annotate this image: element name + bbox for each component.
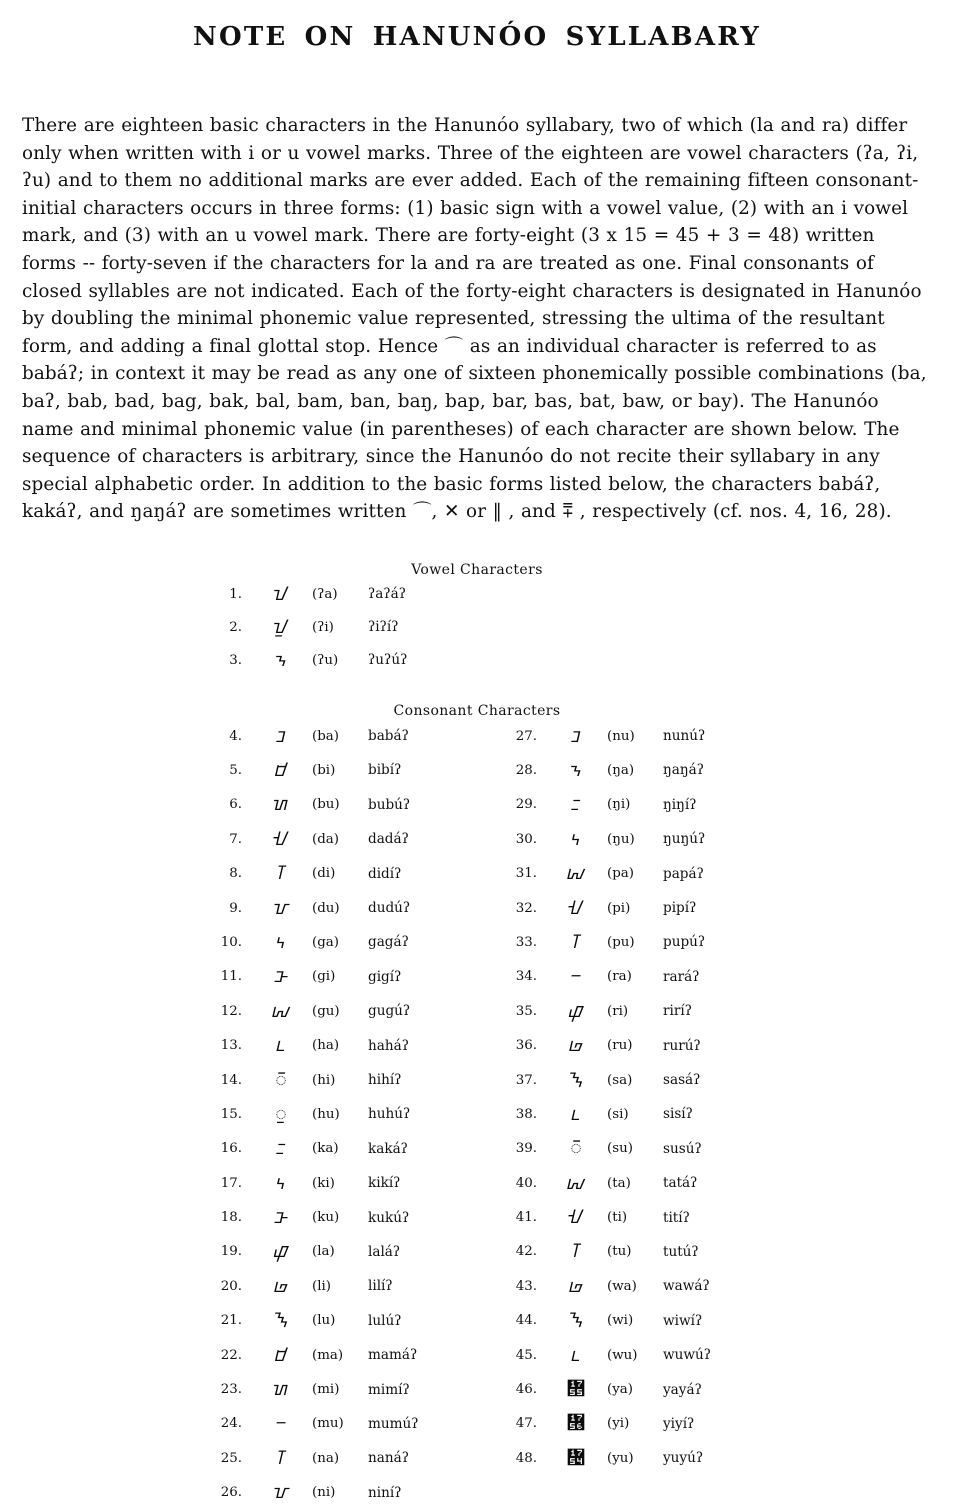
hanunoo-glyph: ᝄ	[275, 930, 287, 953]
hanunoo-glyph: ᝏ	[273, 1274, 289, 1297]
list-item	[501, 1235, 791, 1269]
item-number: 33.	[515, 934, 537, 950]
list-item	[501, 994, 791, 1028]
character-name: ʔuʔúʔ	[368, 652, 408, 669]
phoneme-value: (ŋi)	[607, 797, 631, 813]
phoneme-value: (li)	[312, 1278, 332, 1294]
item-number: 41.	[515, 1210, 537, 1226]
character-name: wuwúʔ	[663, 1347, 712, 1364]
list-item	[501, 719, 791, 753]
phoneme-value: (da)	[312, 831, 340, 847]
item-number: 37.	[515, 1072, 537, 1088]
character-name: yiyíʔ	[663, 1415, 695, 1432]
item-number: 21.	[220, 1313, 242, 1329]
list-item	[206, 1304, 496, 1338]
character-name: lulúʔ	[368, 1312, 402, 1329]
phoneme-value: (ʔu)	[312, 652, 339, 668]
hanunoo-glyph: ᝓ	[275, 1102, 287, 1125]
list-item	[501, 822, 791, 856]
character-name: mimíʔ	[368, 1381, 410, 1398]
hanunoo-glyph: ᝆ	[271, 999, 291, 1022]
list-item	[501, 960, 791, 994]
character-name: pupúʔ	[663, 934, 706, 951]
phoneme-value: (ti)	[607, 1210, 628, 1226]
list-item	[501, 1132, 791, 1166]
hanunoo-glyph: ᝎ	[272, 1240, 290, 1263]
character-name: dadáʔ	[368, 831, 409, 848]
hanunoo-glyph: ᝄ	[275, 1171, 287, 1194]
hanunoo-glyph: ᝑ	[570, 1343, 582, 1366]
character-name: ŋaŋáʔ	[663, 762, 705, 779]
list-item	[206, 1028, 496, 1062]
phoneme-value: (na)	[312, 1450, 340, 1466]
list-item	[206, 960, 496, 994]
hanunoo-glyph: ᝈ	[276, 1446, 286, 1469]
phoneme-value: (ya)	[607, 1382, 633, 1398]
item-number: 39.	[515, 1141, 537, 1157]
hanunoo-glyph: ᝉ	[273, 896, 289, 919]
item-number: 12.	[220, 1003, 242, 1019]
list-item	[501, 1372, 791, 1406]
consonant-characters-section	[0, 703, 954, 1510]
character-name: susúʔ	[663, 1140, 702, 1157]
intro-paragraph	[22, 112, 928, 526]
list-item	[501, 1338, 791, 1372]
item-number: 30.	[515, 831, 537, 847]
list-item	[501, 891, 791, 925]
item-number: 38.	[515, 1106, 537, 1122]
list-item	[501, 1097, 791, 1131]
phoneme-value: (ka)	[312, 1141, 339, 1157]
list-item	[501, 1407, 791, 1441]
item-number: 16.	[220, 1141, 242, 1157]
phoneme-value: (ri)	[607, 1003, 629, 1019]
phoneme-value: (du)	[312, 900, 340, 916]
list-item	[206, 753, 496, 787]
item-number: 10.	[220, 934, 242, 950]
phoneme-value: (sa)	[607, 1072, 633, 1088]
phoneme-value: (nu)	[607, 728, 635, 744]
phoneme-value: (ʔa)	[312, 586, 338, 602]
phoneme-value: (ma)	[312, 1347, 344, 1363]
intro-paragraph-text: There are eighteen basic characters in the Hanunóo syllabary, two of which (la and ra) differ only when written with i or u vowel marks. Three of the eighteen are vowel characters (ʔa, ʔi, ʔu) and to them no additional marks are ever added. Each of the remaining fifteen consonant-initial characters occurs in three forms: (1) basic sign with a vowel value, (2) with an i vowel mark, and (3) with an u vowel mark. There are forty-eight (3 x 15 = 45 + 3 = 48) written forms -- forty-seven if the characters for la and ra are treated as one. Final consonants of closed syllables are not indicated. Each of the forty-eight characters is designated in Hanunóo by doubling the minimal phonemic value represented, stressing the ultima of the resultant form, and adding a final glottal stop. Hence ⌒ as an individual character is referred to as babáʔ; in context it may be read as any one of sixteen phonemically possible combinations (ba, baʔ, bab, bad, bag, bak, bal, bam, ban, baŋ, bap, bar, bas, bat, baw, or bay). The Hanunóo name and minimal phonemic value (in parentheses) of each character are shown below. The sequence of characters is arbitrary, since the Hanunóo do not recite their syllabary in any special alphabetic order. In addition to the basic forms listed below, the characters babáʔ, kakáʔ, and ŋaŋáʔ are sometimes written ⌒, ✕ or ‖ , and ⩱ , respectively (cf. nos. 4, 16, 28).	[22, 115, 927, 523]
character-name: gagáʔ	[368, 934, 409, 951]
hanunoo-glyph: ᝕	[566, 1378, 586, 1401]
hanunoo-glyph: ᝅ	[273, 1206, 289, 1229]
hanunoo-glyph: ᝆ	[566, 862, 586, 885]
item-number: 17.	[220, 1175, 242, 1191]
phoneme-value: (gu)	[312, 1003, 340, 1019]
item-number: 7.	[229, 831, 242, 847]
item-number: 47.	[515, 1416, 537, 1432]
phoneme-value: (su)	[607, 1141, 633, 1157]
list-item	[206, 719, 496, 753]
character-name: huhúʔ	[368, 1106, 411, 1123]
list-item	[501, 1028, 791, 1062]
item-number: 40.	[515, 1175, 537, 1191]
hanunoo-glyph: ᝌ	[272, 1378, 290, 1401]
phoneme-value: (ŋa)	[607, 762, 635, 778]
character-name: pipíʔ	[663, 900, 697, 917]
hanunoo-glyph: ᝄ	[570, 827, 582, 850]
item-number: 14.	[220, 1072, 242, 1088]
hanunoo-glyph: ᝔	[566, 1446, 586, 1469]
hanunoo-glyph: ᝃ	[275, 1137, 287, 1160]
character-name: haháʔ	[368, 1037, 410, 1054]
character-name: titíʔ	[663, 1209, 690, 1226]
item-number: 31.	[515, 866, 537, 882]
vowel-characters-section	[0, 562, 954, 677]
list-item	[501, 788, 791, 822]
character-name: didíʔ	[368, 865, 402, 882]
character-name: mamáʔ	[368, 1347, 418, 1364]
list-item	[501, 925, 791, 959]
phoneme-value: (pi)	[607, 900, 631, 916]
list-item	[206, 1132, 496, 1166]
hanunoo-glyph: ᝈ	[571, 930, 581, 953]
phoneme-value: (ra)	[607, 969, 632, 985]
hanunoo-glyph: ᝇ	[273, 827, 289, 850]
list-item	[501, 1441, 791, 1475]
item-number: 22.	[220, 1347, 242, 1363]
list-item	[206, 788, 496, 822]
hanunoo-glyph: ᝊ	[275, 724, 287, 747]
character-name: dudúʔ	[368, 900, 411, 917]
phoneme-value: (di)	[312, 866, 336, 882]
document-page	[0, 22, 954, 1509]
list-item	[501, 753, 791, 787]
item-number: 9.	[229, 900, 242, 916]
item-number: 13.	[220, 1038, 242, 1054]
character-name: papáʔ	[663, 865, 704, 882]
phoneme-value: (lu)	[312, 1313, 336, 1329]
hanunoo-glyph: ᝐ	[273, 1309, 289, 1332]
character-name: babáʔ	[368, 728, 409, 745]
phoneme-value: (hu)	[312, 1106, 340, 1122]
phoneme-value: (ha)	[312, 1038, 340, 1054]
item-number: 34.	[515, 969, 537, 985]
character-name: bibíʔ	[368, 762, 402, 779]
phoneme-value: (ʔi)	[312, 619, 334, 635]
hanunoo-glyph: ᝑ	[570, 1102, 582, 1125]
list-item	[206, 1166, 496, 1200]
character-name: raráʔ	[663, 968, 700, 985]
list-item	[501, 1304, 791, 1338]
item-number: 8.	[229, 866, 242, 882]
list-item	[206, 856, 496, 890]
phoneme-value: (mu)	[312, 1416, 344, 1432]
item-number: 29.	[515, 797, 537, 813]
hanunoo-glyph: ᝊ	[570, 724, 582, 747]
item-number: 42.	[515, 1244, 537, 1260]
hanunoo-glyph: ᝐ	[568, 1068, 584, 1091]
hanunoo-glyph: ᝋ	[274, 758, 288, 781]
list-item	[206, 1269, 496, 1303]
item-number: 28.	[515, 762, 537, 778]
hanunoo-glyph: ᝏ	[568, 1274, 584, 1297]
phoneme-value: (bu)	[312, 797, 340, 813]
phoneme-value: (tu)	[607, 1244, 632, 1260]
phoneme-value: (yu)	[607, 1450, 634, 1466]
item-number: 23.	[220, 1382, 242, 1398]
phoneme-value: (ku)	[312, 1210, 340, 1226]
character-name: nunúʔ	[663, 728, 706, 745]
phoneme-value: (gi)	[312, 969, 336, 985]
phoneme-value: (hi)	[312, 1072, 336, 1088]
item-number: 46.	[515, 1382, 537, 1398]
character-name: niníʔ	[368, 1484, 402, 1501]
item-number: 25.	[220, 1450, 242, 1466]
hanunoo-glyph: ᝇ	[568, 1206, 584, 1229]
character-name: wiwíʔ	[663, 1312, 703, 1329]
phoneme-value: (ga)	[312, 934, 340, 950]
hanunoo-glyph: ᝍ	[570, 965, 582, 988]
character-name: tatáʔ	[663, 1175, 698, 1192]
list-item	[206, 1235, 496, 1269]
item-number: 48.	[515, 1450, 537, 1466]
item-number: 20.	[220, 1278, 242, 1294]
character-name: riríʔ	[663, 1003, 692, 1020]
character-name: laláʔ	[368, 1243, 401, 1260]
phoneme-value: (si)	[607, 1106, 629, 1122]
item-number: 45.	[515, 1347, 537, 1363]
phoneme-value: (wa)	[607, 1278, 637, 1294]
hanunoo-glyph: ᝁ	[273, 615, 289, 638]
list-item	[206, 578, 954, 611]
vowel-character-list	[0, 578, 954, 677]
phoneme-value: (ŋu)	[607, 831, 635, 847]
hanunoo-glyph: ᝐ	[568, 1309, 584, 1332]
character-name: kakáʔ	[368, 1140, 408, 1157]
item-number: 2.	[229, 619, 242, 635]
phoneme-value: (ni)	[312, 1485, 336, 1501]
consonant-column-right	[501, 719, 791, 1510]
character-name: tutúʔ	[663, 1243, 699, 1260]
hanunoo-glyph: ᝂ	[570, 758, 582, 781]
list-item	[206, 1441, 496, 1475]
list-item	[501, 1200, 791, 1234]
phoneme-value: (bi)	[312, 762, 336, 778]
item-number: 19.	[220, 1244, 242, 1260]
list-item	[206, 822, 496, 856]
list-item	[206, 1476, 496, 1510]
consonant-section-heading: Consonant Characters	[393, 702, 561, 719]
list-item	[206, 1407, 496, 1441]
character-name: sasáʔ	[663, 1072, 701, 1088]
hanunoo-glyph: ᝃ	[570, 793, 582, 816]
character-name: kikíʔ	[368, 1175, 401, 1192]
hanunoo-glyph: ᝉ	[273, 1481, 289, 1504]
item-number: 32.	[515, 900, 537, 916]
list-item	[206, 1338, 496, 1372]
hanunoo-glyph: ᝅ	[273, 965, 289, 988]
phoneme-value: (ru)	[607, 1038, 633, 1054]
item-number: 15.	[220, 1106, 242, 1122]
item-number: 43.	[515, 1278, 537, 1294]
hanunoo-glyph: ᝖	[566, 1412, 586, 1435]
character-name: kukúʔ	[368, 1209, 410, 1226]
phoneme-value: (mi)	[312, 1382, 340, 1398]
hanunoo-glyph: ᝒ	[275, 1068, 287, 1091]
item-number: 6.	[229, 797, 242, 813]
character-name: hihíʔ	[368, 1072, 402, 1088]
list-item	[206, 611, 954, 644]
list-item	[501, 1269, 791, 1303]
character-name: yayáʔ	[663, 1381, 702, 1398]
hanunoo-glyph: ᝒ	[570, 1137, 582, 1160]
list-item	[206, 1063, 496, 1097]
list-item	[501, 856, 791, 890]
character-name: bubúʔ	[368, 796, 411, 813]
item-number: 18.	[220, 1210, 242, 1226]
hanunoo-glyph: ᝍ	[275, 1412, 287, 1435]
hanunoo-glyph: ᝏ	[568, 1034, 584, 1057]
hanunoo-glyph: ᝈ	[276, 862, 286, 885]
list-item	[206, 1200, 496, 1234]
item-number: 35.	[515, 1003, 537, 1019]
consonant-column-left	[206, 719, 496, 1510]
item-number: 1.	[229, 586, 242, 602]
hanunoo-glyph: ᝀ	[273, 582, 289, 605]
character-name: mumúʔ	[368, 1415, 419, 1432]
phoneme-value: (pu)	[607, 934, 635, 950]
character-name: sisíʔ	[663, 1106, 693, 1123]
character-name: ŋuŋúʔ	[663, 831, 706, 848]
character-name: yuyúʔ	[663, 1450, 704, 1467]
hanunoo-glyph: ᝌ	[272, 793, 290, 816]
phoneme-value: (yi)	[607, 1416, 630, 1432]
hanunoo-glyph: ᝑ	[275, 1034, 287, 1057]
item-number: 4.	[229, 728, 242, 744]
consonant-character-columns	[0, 719, 954, 1510]
hanunoo-glyph: ᝈ	[571, 1240, 581, 1263]
list-item	[206, 891, 496, 925]
list-item	[206, 925, 496, 959]
character-name: ʔiʔíʔ	[368, 619, 399, 636]
character-name: ʔaʔáʔ	[368, 586, 407, 603]
item-number: 44.	[515, 1313, 537, 1329]
hanunoo-glyph: ᝆ	[566, 1171, 586, 1194]
hanunoo-glyph: ᝋ	[274, 1343, 288, 1366]
phoneme-value: (wi)	[607, 1313, 634, 1329]
character-name: rurúʔ	[663, 1037, 701, 1054]
item-number: 5.	[229, 762, 242, 778]
hanunoo-glyph: ᝎ	[567, 999, 585, 1022]
character-name: ŋiŋíʔ	[663, 796, 697, 813]
item-number: 26.	[220, 1485, 242, 1501]
list-item	[501, 1063, 791, 1097]
phoneme-value: (la)	[312, 1244, 335, 1260]
page-title: NOTE ON HANUNÓO SYLLABARY	[193, 22, 761, 52]
phoneme-value: (ta)	[607, 1175, 631, 1191]
character-name: nanáʔ	[368, 1450, 410, 1467]
character-name: gigíʔ	[368, 968, 402, 985]
hanunoo-glyph: ᝇ	[568, 896, 584, 919]
list-item	[206, 644, 954, 677]
phoneme-value: (wu)	[607, 1347, 638, 1363]
character-name: lilíʔ	[368, 1278, 393, 1295]
phoneme-value: (pa)	[607, 866, 635, 882]
phoneme-value: (ki)	[312, 1175, 335, 1191]
phoneme-value: (ba)	[312, 728, 340, 744]
item-number: 36.	[515, 1038, 537, 1054]
item-number: 3.	[229, 652, 242, 668]
vowel-section-heading: Vowel Characters	[411, 561, 543, 578]
list-item	[206, 994, 496, 1028]
item-number: 11.	[220, 969, 242, 985]
hanunoo-glyph: ᝂ	[275, 648, 287, 671]
list-item	[501, 1166, 791, 1200]
list-item	[206, 1097, 496, 1131]
character-name: wawáʔ	[663, 1278, 710, 1295]
list-item	[206, 1372, 496, 1406]
character-name: gugúʔ	[368, 1003, 411, 1020]
item-number: 24.	[220, 1416, 242, 1432]
item-number: 27.	[515, 728, 537, 744]
